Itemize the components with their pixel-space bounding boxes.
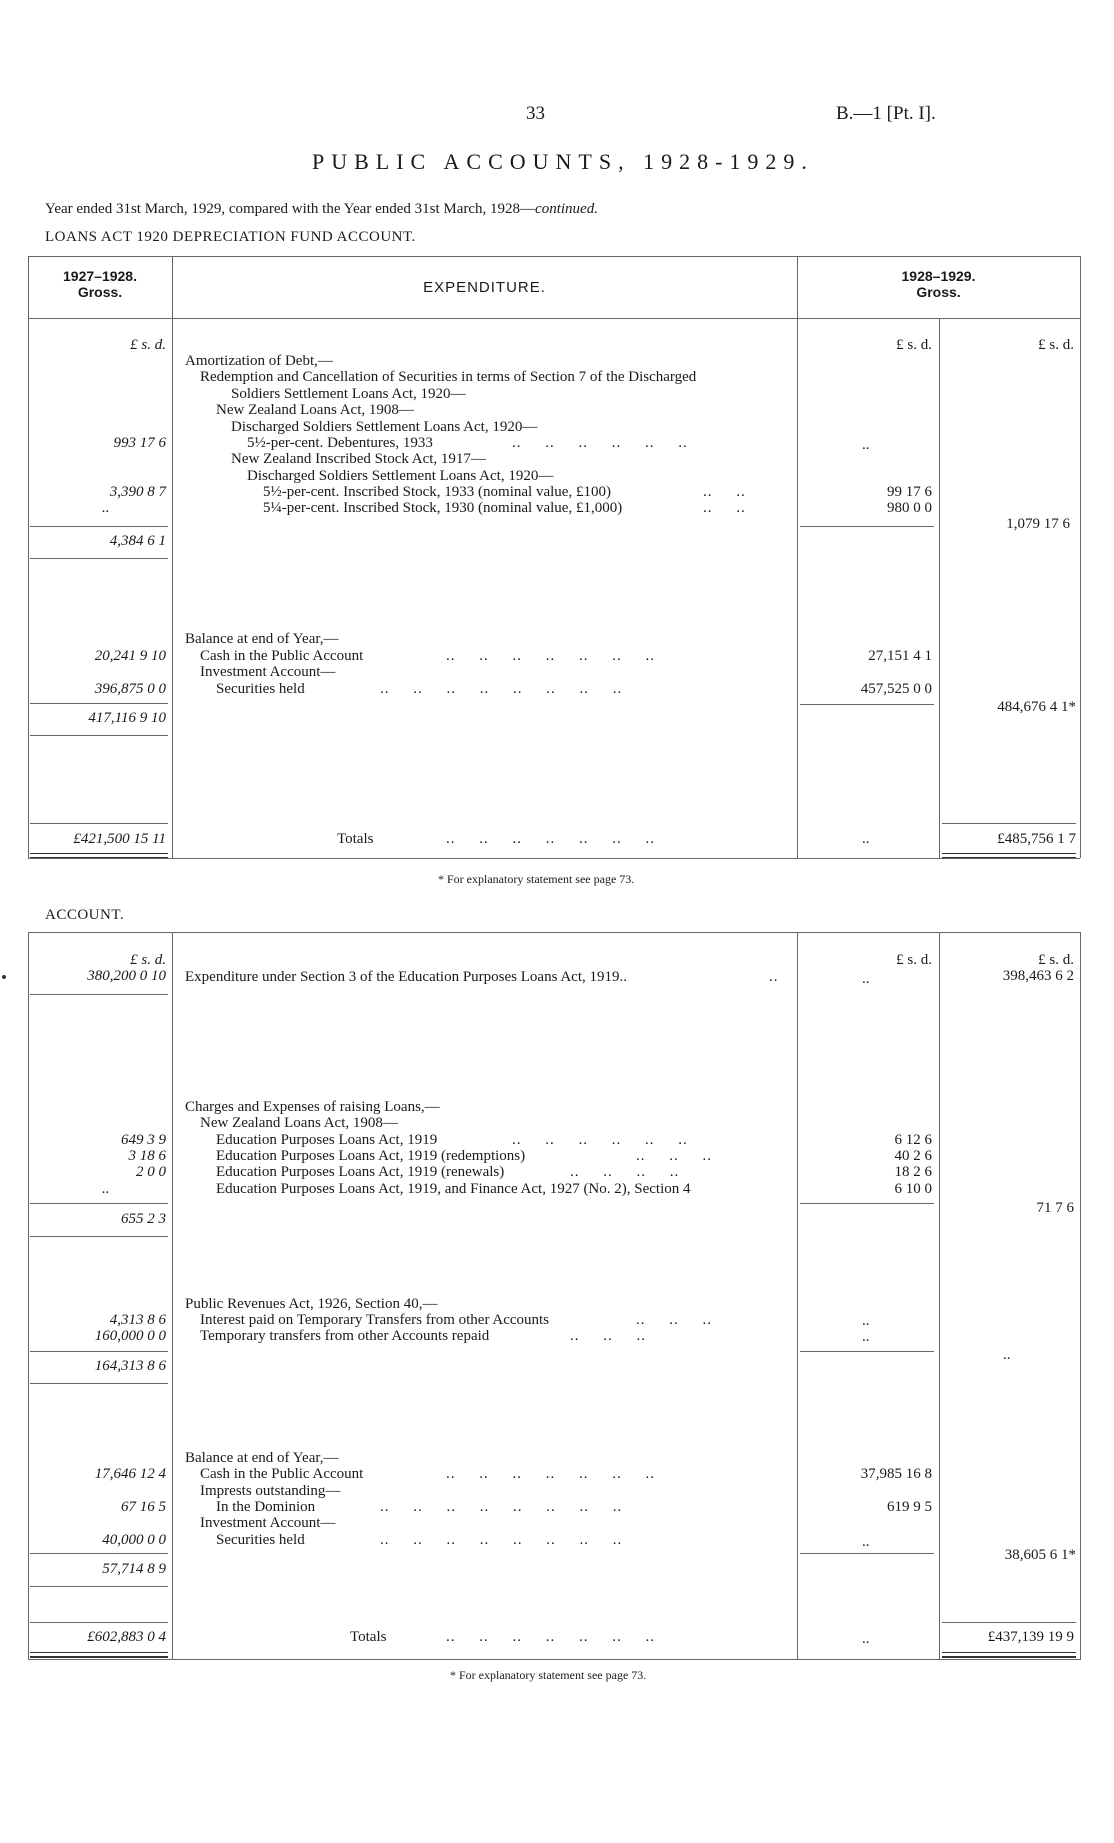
units-cur: £ s. d. <box>1038 337 1074 353</box>
charges-total: 71 7 6 <box>1036 1200 1074 1216</box>
balance-cur: 27,151 4 1 <box>868 648 932 664</box>
balance-line: Investment Account— <box>200 664 336 680</box>
table2-left-border <box>28 932 29 1660</box>
head-cur-gross: Gross. <box>916 284 961 300</box>
balance-total: 38,605 6 1* <box>1004 1547 1076 1563</box>
subtotal-rule <box>30 1383 168 1384</box>
prev-subtotal: 4,384 6 1 <box>109 533 166 549</box>
double-rule <box>942 1652 1076 1658</box>
totals-rule <box>942 823 1076 824</box>
balance-line: Securities held <box>216 681 305 697</box>
table1-header-rule <box>28 318 1080 319</box>
page-title: PUBLIC ACCOUNTS, 1928-1929. <box>312 149 814 174</box>
balance-prev-subtotal: 57,714 8 9 <box>102 1561 166 1577</box>
balance-prev: 67 16 5 <box>121 1499 166 1515</box>
cur-value: .. <box>862 437 870 453</box>
table1-divider-b <box>797 256 798 858</box>
balance-prev: 20,241 9 10 <box>94 648 166 664</box>
balance-line: Cash in the Public Account <box>200 648 364 664</box>
leader-dots: .. <box>769 969 779 985</box>
units-prev: £ s. d. <box>130 337 166 353</box>
head-prev-gross: Gross. <box>77 284 123 300</box>
balance-mid: 37,985 16 8 <box>860 1466 932 1482</box>
leader-dots: .. .. .. .. .. .. .. .. <box>380 1499 623 1515</box>
desc-line: New Zealand Inscribed Stock Act, 1917— <box>231 451 486 467</box>
page-number: 33 <box>526 103 545 124</box>
desc-line: 5¼-per-cent. Inscribed Stock, 1930 (nominal value, £1,000) <box>263 500 623 516</box>
balance-line: Investment Account— <box>200 1515 336 1531</box>
totals-prev: £421,500 15 11 <box>73 831 166 847</box>
desc-line: Discharged Soldiers Settlement Loans Act, 1920— <box>247 468 554 484</box>
section-title: LOANS ACT 1920 DEPRECIATION FUND ACCOUNT. <box>45 229 416 245</box>
charges-mid: 6 12 6 <box>894 1132 932 1148</box>
totals-prev: £602,883 0 4 <box>87 1629 166 1645</box>
subtitle-continued: continued. <box>535 201 598 217</box>
subtotal-rule <box>30 558 168 559</box>
balance-prev: 17,646 12 4 <box>94 1466 166 1482</box>
balance-prev: 40,000 0 0 <box>102 1532 166 1548</box>
subtotal-rule <box>30 1553 168 1554</box>
table1-divider-c <box>939 318 940 858</box>
balance-line: Securities held <box>216 1532 305 1548</box>
units-mid: £ s. d. <box>896 952 932 968</box>
charges-prev: 649 3 9 <box>121 1132 166 1148</box>
subtitle-main: Year ended 31st March, 1929, compared with the Year ended 31st March, 1928— <box>45 201 536 217</box>
charges-prev: 2 0 0 <box>136 1164 166 1180</box>
leader-dots: .. .. .. <box>636 1312 712 1328</box>
leader-dots: .. .. .. <box>636 1148 712 1164</box>
head-prev-year: 1927–1928. <box>63 268 137 284</box>
charges-line: Charges and Expenses of raising Loans,— <box>185 1099 440 1115</box>
charges-line: Education Purposes Loans Act, 1919 (renewals) <box>216 1164 505 1180</box>
balance-mid: 619 9 5 <box>887 1499 932 1515</box>
charges-mid: 40 2 6 <box>894 1148 932 1164</box>
desc-line: Redemption and Cancellation of Securities in terms of Section 7 of the Discharged <box>200 369 697 385</box>
row1-mid: .. <box>862 971 870 987</box>
desc-line: 5½-per-cent. Debentures, 1933 <box>247 435 433 451</box>
row1-cur: 398,463 6 2 <box>1002 968 1074 984</box>
subtotal-rule <box>30 1203 168 1204</box>
row1-desc: Expenditure under Section 3 of the Education Purposes Loans Act, 1919.. <box>185 969 627 985</box>
subtotal-rule <box>800 1553 934 1554</box>
subtitle <box>45 201 598 218</box>
revenue-mid: .. <box>862 1329 870 1345</box>
charges-prev: 3 18 6 <box>128 1148 166 1164</box>
table2-top-rule <box>28 932 1080 933</box>
table2-right-border <box>1080 932 1081 1660</box>
totals-rule <box>30 1622 168 1623</box>
document-reference: B.—1 [Pt. I]. <box>836 103 936 124</box>
table1-left-border <box>28 256 29 858</box>
leader-dots: .. .. .. .. .. .. <box>512 435 688 451</box>
balance-line: Balance at end of Year,— <box>185 1450 339 1466</box>
prev-value: .. <box>102 500 110 516</box>
totals-mid: .. <box>862 1631 870 1647</box>
charges-mid: 6 10 0 <box>894 1181 932 1197</box>
charges-mid: 18 2 6 <box>894 1164 932 1180</box>
leader-dots: .. .. .. .. .. .. .. <box>446 648 655 664</box>
table2-divider-c <box>939 932 940 1660</box>
leader-dots: .. .. .. .. .. .. .. <box>446 1466 655 1482</box>
desc-line: 5½-per-cent. Inscribed Stock, 1933 (nominal value, £100) <box>263 484 611 500</box>
table1-top-rule <box>28 256 1080 257</box>
cur-value: 980 0 0 <box>887 500 932 516</box>
revenue-total: .. <box>1003 1347 1011 1363</box>
revenue-line: Public Revenues Act, 1926, Section 40,— <box>185 1296 438 1312</box>
totals-cur: £485,756 1 7 <box>997 831 1076 847</box>
units-prev: £ s. d. <box>130 952 166 968</box>
charges-line: Education Purposes Loans Act, 1919 (redemptions) <box>216 1148 526 1164</box>
units-cur: £ s. d. <box>1038 952 1074 968</box>
revenue-line: Interest paid on Temporary Transfers from other Accounts <box>200 1312 550 1328</box>
leader-dots: .. .. .. .. <box>570 1164 680 1180</box>
row1-prev: 380,200 0 10 <box>87 968 166 984</box>
balance-cur: 457,525 0 0 <box>860 681 932 697</box>
leader-dots: .. .. .. .. .. .. <box>512 1132 688 1148</box>
section2-title: ACCOUNT. <box>45 907 125 923</box>
revenue-prev: 4,313 8 6 <box>109 1312 166 1328</box>
desc-line: Discharged Soldiers Settlement Loans Act, 1920— <box>231 419 538 435</box>
subtotal-rule <box>30 703 168 704</box>
prev-value: 993 17 6 <box>113 435 166 451</box>
subtotal-rule <box>30 1586 168 1587</box>
charges-line: Education Purposes Loans Act, 1919 <box>216 1132 438 1148</box>
revenue-prev-subtotal: 164,313 8 6 <box>94 1358 166 1374</box>
subtotal-rule <box>30 735 168 736</box>
desc-line: Amortization of Debt,— <box>185 353 333 369</box>
balance-line: In the Dominion <box>216 1499 316 1515</box>
footnote: * For explanatory statement see page 73. <box>438 872 635 886</box>
totals-cur: £437,139 19 9 <box>987 1629 1074 1645</box>
balance-mid: .. <box>862 1534 870 1550</box>
table1-bottom-rule <box>28 858 1080 859</box>
revenue-line: Temporary transfers from other Accounts repaid <box>200 1328 490 1344</box>
table2-divider-a <box>172 932 173 1660</box>
desc-line: Soldiers Settlement Loans Act, 1920— <box>231 386 466 402</box>
table1-right-border <box>1080 256 1081 858</box>
revenue-prev: 160,000 0 0 <box>94 1328 166 1344</box>
desc-line: New Zealand Loans Act, 1908— <box>216 402 414 418</box>
leader-dots: .. .. <box>703 500 746 516</box>
subtotal-rule <box>800 1203 934 1204</box>
cur-value: 99 17 6 <box>887 484 932 500</box>
charges-prev-subtotal: 655 2 3 <box>121 1211 166 1227</box>
leader-dots: .. .. .. .. .. .. .. .. <box>380 1532 623 1548</box>
totals-rule <box>942 1622 1076 1623</box>
footnote: * For explanatory statement see page 73. <box>450 1668 647 1682</box>
totals-label: Totals <box>350 1629 387 1645</box>
units-mid: £ s. d. <box>896 337 932 353</box>
double-rule <box>30 1652 168 1658</box>
table1-head-expenditure: EXPENDITURE. <box>423 279 546 296</box>
margin-mark <box>2 975 6 979</box>
balance-line: Cash in the Public Account <box>200 1466 364 1482</box>
row-rule <box>30 994 168 995</box>
leader-dots: .. .. .. .. .. .. .. <box>446 1629 655 1645</box>
table1-head-prev <box>28 268 172 300</box>
balance-line: Imprests outstanding— <box>200 1483 341 1499</box>
subtotal-rule <box>800 1351 934 1352</box>
table1-head-current <box>797 268 1080 300</box>
cur-total: 1,079 17 6 <box>1006 516 1070 532</box>
table2-divider-b <box>797 932 798 1660</box>
balance-total: 484,676 4 1* <box>997 699 1076 715</box>
subtotal-rule <box>800 704 934 705</box>
charges-line: Education Purposes Loans Act, 1919, and Finance Act, 1927 (No. 2), Section 4 <box>216 1181 691 1197</box>
leader-dots: .. .. .. <box>570 1328 646 1344</box>
subtotal-rule <box>30 1236 168 1237</box>
totals-label: Totals <box>337 831 374 847</box>
subtotal-rule <box>30 526 168 527</box>
balance-prev-subtotal: 417,116 9 10 <box>88 710 166 726</box>
table2-bottom-rule <box>28 1659 1080 1660</box>
balance-prev: 396,875 0 0 <box>94 681 166 697</box>
subtotal-rule <box>30 1351 168 1352</box>
charges-line: New Zealand Loans Act, 1908— <box>200 1115 398 1131</box>
totals-rule <box>30 823 168 824</box>
totals-mid: .. <box>862 831 870 847</box>
leader-dots: .. .. .. .. .. .. .. <box>446 831 655 847</box>
revenue-mid: .. <box>862 1313 870 1329</box>
table1-divider-a <box>172 256 173 858</box>
head-cur-year: 1928–1929. <box>901 268 976 284</box>
balance-line: Balance at end of Year,— <box>185 631 339 647</box>
charges-prev: .. <box>102 1181 110 1197</box>
prev-value: 3,390 8 7 <box>109 484 166 500</box>
leader-dots: .. .. <box>703 484 746 500</box>
leader-dots: .. .. .. .. .. .. .. .. <box>380 681 623 697</box>
subtotal-rule <box>800 526 934 527</box>
